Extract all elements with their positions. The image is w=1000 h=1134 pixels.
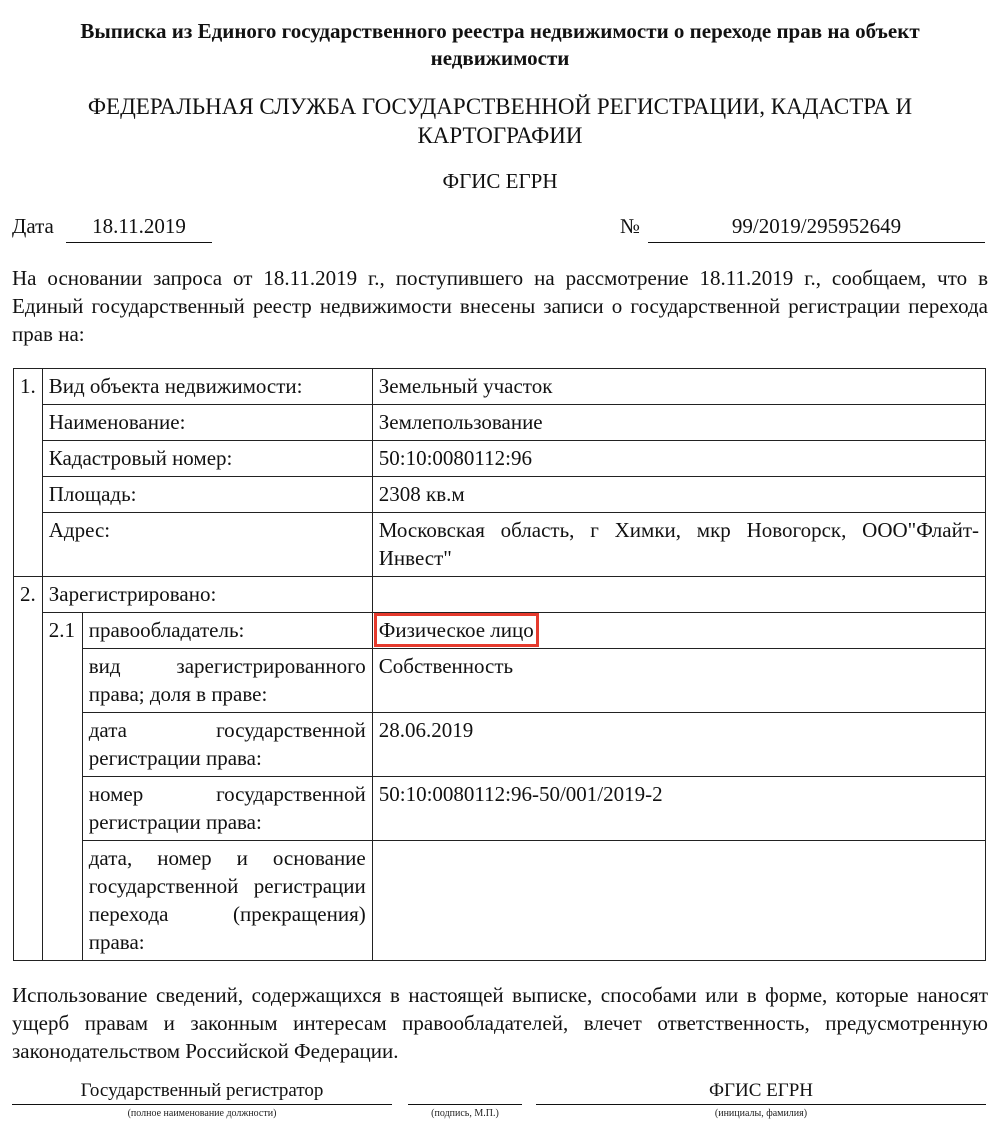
number-value: 99/2019/295952649 (648, 214, 985, 243)
right-type-value: Собственность (372, 649, 985, 713)
reg-number-value: 50:10:0080112:96-50/001/2019-2 (372, 777, 985, 841)
name-label: Наименование: (42, 405, 372, 441)
registered-label: Зарегистрировано: (42, 577, 372, 613)
position-line (12, 1104, 392, 1105)
right-type-label: вид зарегистрированного права; доля в праве: (82, 649, 372, 713)
name-caption: (инициалы, фамилия) (714, 1108, 808, 1119)
address-label: Адрес: (42, 513, 372, 577)
table-row (14, 577, 986, 613)
agency-name: ФЕДЕРАЛЬНАЯ СЛУЖБА ГОСУДАРСТВЕННОЙ РЕГИСТРАЦИИ, КАДАСТРА И КАРТОГРАФИИ (87, 94, 913, 148)
table-row (14, 649, 986, 713)
date-value: 18.11.2019 (66, 214, 212, 243)
cadastral-value: 50:10:0080112:96 (372, 441, 985, 477)
table-row (14, 841, 986, 961)
object-type-label: Вид объекта недвижимости: (42, 369, 372, 405)
object-type-value: Земельный участок (372, 369, 985, 405)
area-label: Площадь: (42, 477, 372, 513)
table-row (14, 405, 986, 441)
area-value: 2308 кв.м (372, 477, 985, 513)
signature-caption: (подпись, М.П.) (431, 1108, 499, 1119)
section-number: 2. (14, 577, 43, 961)
position-caption: (полное наименование должности) (127, 1108, 277, 1119)
reg-date-value: 28.06.2019 (372, 713, 985, 777)
footer-notice: Использование сведений, содержащихся в настоящей выписке, способами или в форме, которые наносят ущерб правам и законным интересам правообладателей, влечет ответственность, предусмотренную законодательством Российской Федерации. (12, 983, 988, 1063)
table-row (14, 477, 986, 513)
registrar-name: ФГИС ЕГРН (708, 1080, 814, 1101)
table-row (14, 613, 986, 649)
reg-number-label: номер государственной регистрации права: (82, 777, 372, 841)
holder-label: правообладатель: (82, 613, 372, 649)
table-row (14, 777, 986, 841)
registrar-position: Государственный регистратор (80, 1080, 324, 1101)
table-row (14, 441, 986, 477)
address-value: Московская область, г Химки, мкр Новогорск, ООО"Флайт-Инвест" (372, 513, 985, 577)
system-name: ФГИС ЕГРН (442, 169, 558, 193)
document-title: Выписка из Единого государственного реестра недвижимости о переходе прав на объект недвижимости (80, 19, 920, 70)
table-row (14, 513, 986, 577)
table-row (14, 713, 986, 777)
cadastral-label: Кадастровый номер: (42, 441, 372, 477)
table-row (14, 369, 986, 405)
name-line (536, 1104, 986, 1105)
subsection-number: 2.1 (42, 613, 82, 961)
transfer-value (372, 841, 985, 961)
name-value: Землепользование (372, 405, 985, 441)
reg-date-label: дата государственной регистрации права: (82, 713, 372, 777)
signature-line (408, 1104, 522, 1105)
transfer-label: дата, номер и основание государственной регистрации перехода (прекращения) права: (82, 841, 372, 961)
section-number: 1. (14, 369, 43, 577)
intro-paragraph: На основании запроса от 18.11.2019 г., поступившего на рассмотрение 18.11.2019 г., сообщаем, что в Единый государственный реестр недвижимости внесены записи о государственной регистрации перехода прав на: (12, 266, 988, 346)
registry-table (13, 368, 986, 961)
number-label: № (620, 214, 641, 238)
date-label: Дата (12, 214, 54, 238)
holder-value: Физическое лицо (378, 618, 534, 642)
